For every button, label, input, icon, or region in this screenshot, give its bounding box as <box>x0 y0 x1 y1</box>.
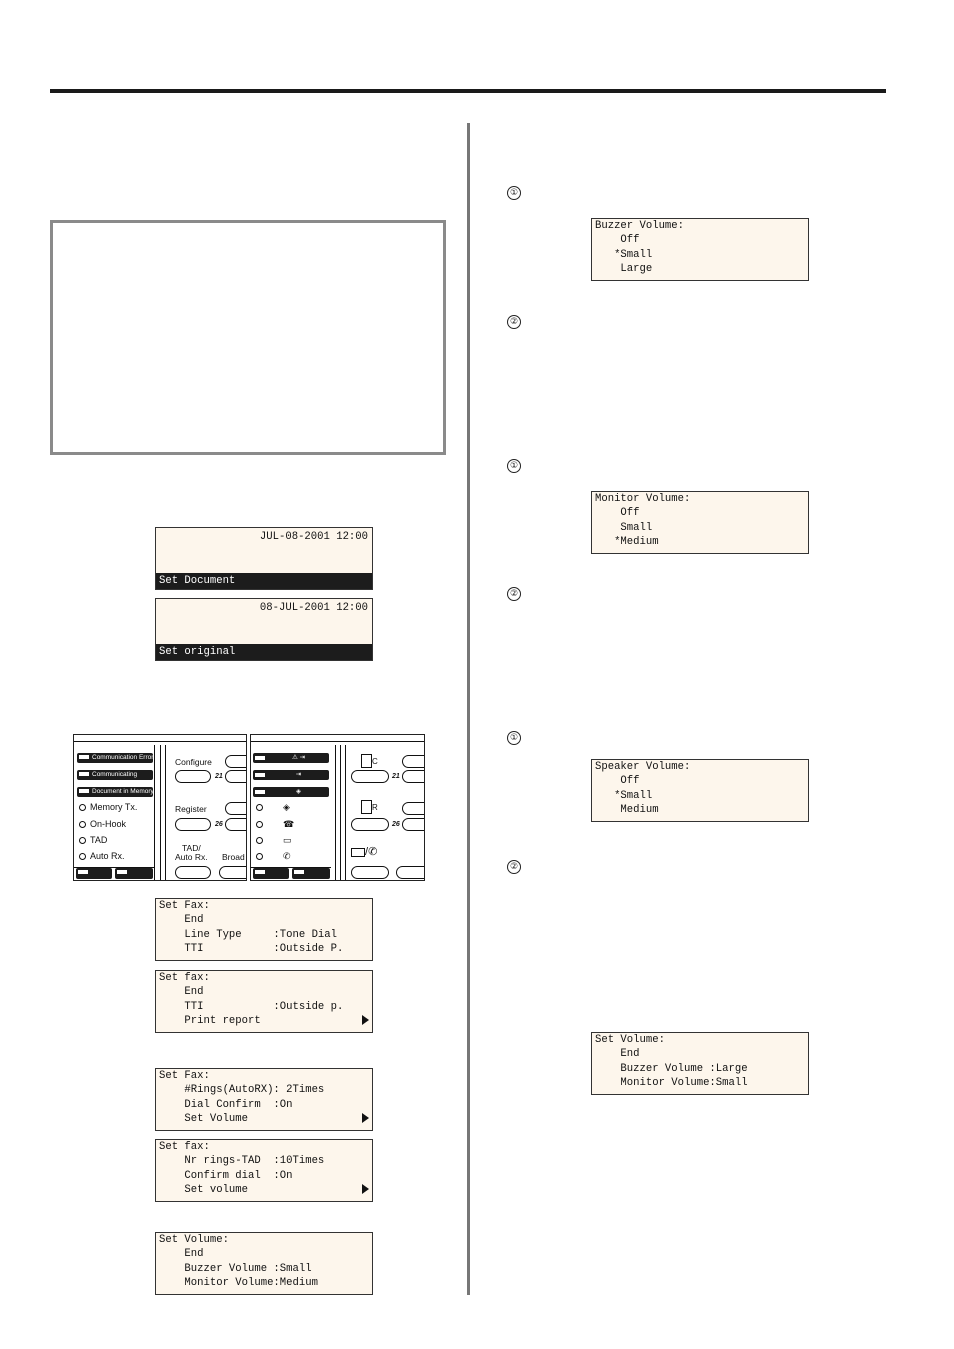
tad-auto-rx-button[interactable] <box>175 866 211 879</box>
lcd-line: *Small <box>595 248 653 261</box>
indicator-bar <box>77 787 153 797</box>
key-number: 26 <box>215 821 223 828</box>
step-number: ② <box>507 860 521 874</box>
indicator-tad: TAD <box>79 835 107 845</box>
lcd-line: Set Volume: <box>159 1234 229 1246</box>
indicator-icon <box>256 835 292 846</box>
lcd-line: Monitor Volume: <box>595 493 691 505</box>
indicator-label: Document in Memory <box>92 788 154 795</box>
indicator-label: Communication Error <box>92 754 154 761</box>
handset-icon: ✆ <box>283 851 291 861</box>
tad-handset-label: /✆ <box>351 847 377 857</box>
note-box <box>50 220 446 455</box>
indicator-icon <box>256 819 294 830</box>
lcd-status-line: Set original <box>156 644 372 660</box>
lcd-line: Buzzer Volume :Large <box>595 1062 748 1075</box>
lcd-date: JUL-08-2001 12:00 <box>259 531 368 543</box>
fc-key-label: C <box>361 753 378 769</box>
lcd-line: Line Type :Tone Dial <box>159 928 338 941</box>
lcd-monitor-volume <box>591 491 809 554</box>
column-divider <box>467 123 470 1295</box>
lcd-speaker-volume <box>591 759 809 822</box>
lcd-date: 08-JUL-2001 12:00 <box>259 602 368 614</box>
configure-label: Configure <box>175 757 212 767</box>
configure-button[interactable] <box>175 770 211 783</box>
broadcast-label: Broad <box>222 852 245 862</box>
lcd-line: Set Volume <box>159 1113 249 1126</box>
lcd-line: End <box>159 1248 204 1261</box>
panel-key <box>115 868 153 879</box>
indicator-bar <box>253 753 329 763</box>
operation-panel-left <box>73 734 247 881</box>
icon-bar-2: ⇥ <box>295 771 302 778</box>
lcd-setfax-us-1 <box>155 898 373 961</box>
indicator-bar <box>77 770 153 780</box>
tad-handset-button[interactable] <box>351 866 389 879</box>
one-touch-key[interactable] <box>225 818 247 831</box>
fr-key-label: R <box>361 799 378 815</box>
one-touch-key[interactable] <box>225 770 247 783</box>
diamond-icon: ◈ <box>283 802 290 812</box>
lcd-setfax-eu-2 <box>155 1139 373 1202</box>
auto-rx-label: Auto Rx. <box>175 852 208 862</box>
top-rule <box>50 89 886 93</box>
lcd-line: Dial Confirm :On <box>159 1098 293 1111</box>
edge-button[interactable] <box>396 866 425 879</box>
lcd-line: *Small <box>595 789 653 802</box>
lcd-line: Medium <box>595 804 659 817</box>
lcd-line: Monitor Volume:Medium <box>159 1277 318 1290</box>
key-number: 21 <box>392 773 400 780</box>
fc-button[interactable] <box>351 770 389 783</box>
indicator-auto-rx: Auto Rx. <box>79 851 125 861</box>
lcd-line: End <box>159 914 204 927</box>
lcd-buzzer-volume <box>591 218 809 281</box>
panel-key <box>253 868 289 879</box>
broadcast-button[interactable] <box>219 866 247 879</box>
lcd-line: #Rings(AutoRX): 2Times <box>159 1084 325 1097</box>
lcd-line: End <box>595 1048 640 1061</box>
register-label: Register <box>175 804 207 814</box>
lcd-line: Nr rings-TAD :10Times <box>159 1155 325 1168</box>
lcd-status-line: Set Document <box>156 573 372 589</box>
lcd-line: *Medium <box>595 536 659 549</box>
lcd-setfax-us-2 <box>155 1068 373 1131</box>
phone-icon: ☎ <box>283 819 295 829</box>
lcd-set-volume-right <box>591 1032 809 1095</box>
key-number: 21 <box>215 773 223 780</box>
one-touch-key[interactable] <box>225 755 247 768</box>
step-number: ① <box>507 186 521 200</box>
right-arrow-icon <box>362 1113 369 1123</box>
step-number: ② <box>507 315 521 329</box>
indicator-label: Communicating <box>92 771 138 778</box>
indicator-bar <box>253 770 329 780</box>
right-arrow-icon <box>362 1015 369 1025</box>
lcd-line: Confirm dial :On <box>159 1169 293 1182</box>
icon-bar-1: ⚠ ⇥ <box>291 754 306 761</box>
indicator-icon <box>256 802 290 813</box>
panel-key <box>292 868 330 879</box>
lcd-set-volume-left <box>155 1232 373 1295</box>
lcd-line: Set Fax: <box>159 900 210 912</box>
step-number: ① <box>507 459 521 473</box>
tape-icon: ▭ <box>283 835 292 845</box>
lcd-line: Print report <box>159 1015 261 1028</box>
lcd-setfax-eu-1 <box>155 970 373 1033</box>
lcd-line: TTI :Outside P. <box>159 943 344 956</box>
one-touch-key[interactable] <box>402 818 425 831</box>
lcd-line: Set volume <box>159 1184 249 1197</box>
indicator-bar <box>253 787 329 797</box>
operation-panel-right <box>250 734 425 881</box>
indicator-bar <box>77 753 153 763</box>
lcd-line: Buzzer Volume :Small <box>159 1262 312 1275</box>
indicator-icon <box>256 851 291 862</box>
lcd-line: Large <box>595 263 653 276</box>
right-arrow-icon <box>362 1184 369 1194</box>
indicator-memory-tx: Memory Tx. <box>79 802 137 812</box>
lcd-line: Set fax: <box>159 1141 210 1153</box>
lcd-line: TTI :Outside p. <box>159 1000 344 1013</box>
lcd-line: Monitor Volume:Small <box>595 1077 748 1090</box>
lcd-line: Off <box>595 775 640 788</box>
step-number: ② <box>507 587 521 601</box>
lcd-line: Buzzer Volume: <box>595 220 685 232</box>
lcd-line: Set Volume: <box>595 1034 665 1046</box>
one-touch-key[interactable] <box>225 802 247 815</box>
one-touch-key[interactable] <box>402 802 425 815</box>
lcd-line: Off <box>595 234 640 247</box>
lcd-standby-eu <box>155 598 373 661</box>
icon-bar-3: ◈ <box>296 788 301 795</box>
handset-icon: ✆ <box>368 846 378 858</box>
lcd-line: Speaker Volume: <box>595 761 691 773</box>
fr-button[interactable] <box>351 818 389 831</box>
lcd-line: End <box>159 986 204 999</box>
tad-label: TAD/ <box>182 843 201 853</box>
lcd-standby-us <box>155 527 373 590</box>
indicator-on-hook: On-Hook <box>79 819 126 829</box>
lcd-line: Off <box>595 507 640 520</box>
one-touch-key[interactable] <box>402 770 425 783</box>
step-number: ① <box>507 731 521 745</box>
register-button[interactable] <box>175 818 211 831</box>
one-touch-key[interactable] <box>402 755 425 768</box>
panel-key <box>76 868 112 879</box>
key-number: 26 <box>392 821 400 828</box>
lcd-line: Small <box>595 521 653 534</box>
lcd-line: Set Fax: <box>159 1070 210 1082</box>
lcd-line: Set fax: <box>159 972 210 984</box>
